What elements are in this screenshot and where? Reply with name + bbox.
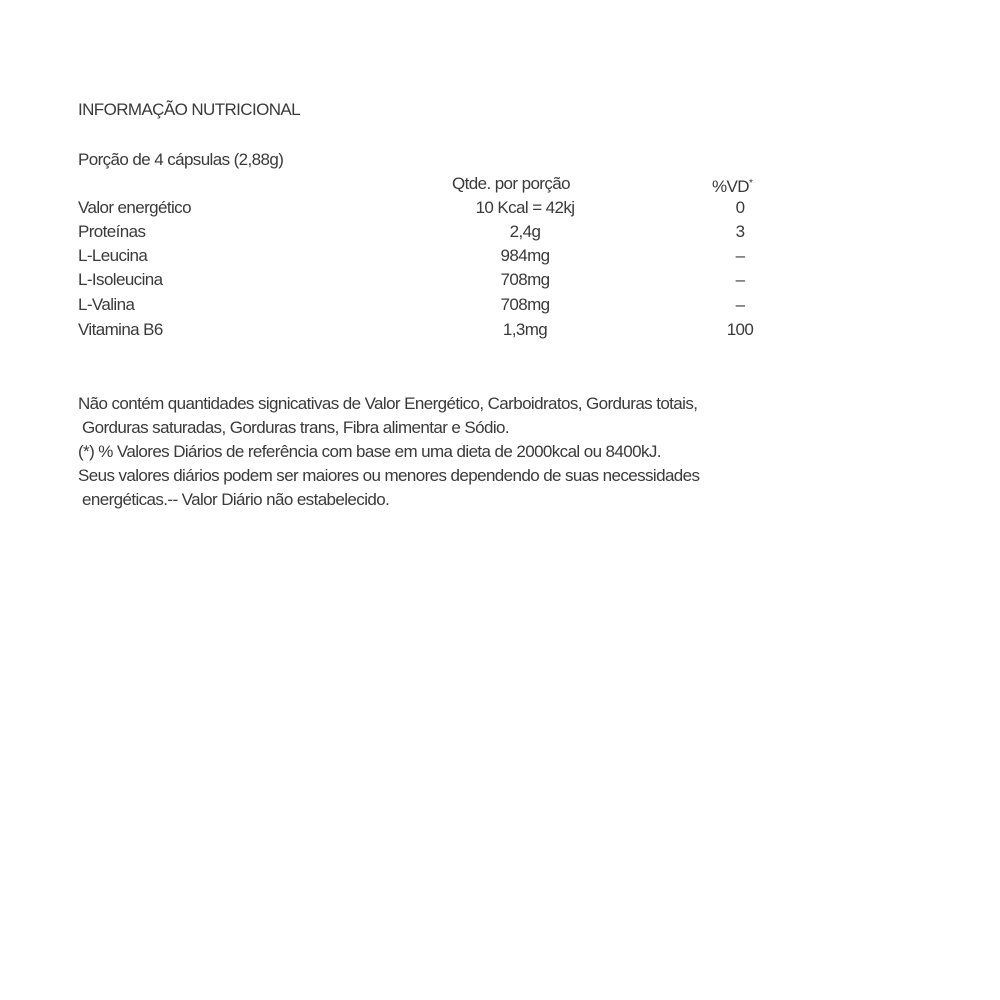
footnote-line: energéticas.-- Valor Diário não estabelecido. bbox=[82, 490, 390, 509]
row-quantity: 708mg bbox=[500, 270, 550, 289]
page-title: INFORMAÇÃO NUTRICIONAL bbox=[78, 100, 300, 119]
row-quantity: 984mg bbox=[500, 246, 550, 265]
row-label: L-Valina bbox=[78, 295, 135, 314]
row-label: Vitamina B6 bbox=[78, 320, 163, 339]
row-daily-value: 3 bbox=[735, 222, 745, 241]
row-daily-value: – bbox=[735, 295, 745, 314]
row-label: Proteínas bbox=[78, 222, 146, 241]
footnote-line: Gorduras saturadas, Gorduras trans, Fibra alimentar e Sódio. bbox=[82, 418, 509, 437]
footnote-line: Não contém quantidades signicativas de Valor Energético, Carboidratos, Gorduras totais, bbox=[78, 394, 698, 413]
daily-value-label: %VD bbox=[712, 177, 749, 196]
row-quantity: 10 Kcal = 42kj bbox=[475, 198, 575, 217]
row-label: Valor energético bbox=[78, 198, 191, 217]
row-daily-value: 0 bbox=[735, 198, 745, 217]
row-daily-value: – bbox=[735, 246, 745, 265]
row-quantity: 708mg bbox=[500, 295, 550, 314]
footnote-line: Seus valores diários podem ser maiores ou menores dependendo de suas necessidades bbox=[78, 466, 700, 485]
row-label: L-Isoleucina bbox=[78, 270, 163, 289]
row-label: L-Leucina bbox=[78, 246, 148, 265]
column-header-quantity: Qtde. por porção bbox=[452, 174, 570, 193]
daily-value-mark: * bbox=[748, 178, 753, 189]
row-quantity: 2,4g bbox=[509, 222, 541, 241]
column-header-daily-value bbox=[712, 174, 752, 197]
row-daily-value: 100 bbox=[726, 320, 754, 339]
footnote-line: (*) % Valores Diários de referência com base em uma dieta de 2000kcal ou 8400kJ. bbox=[78, 442, 661, 461]
row-quantity: 1,3mg bbox=[502, 320, 548, 339]
serving-size: Porção de 4 cápsulas (2,88g) bbox=[78, 150, 284, 169]
row-daily-value: – bbox=[735, 270, 745, 289]
